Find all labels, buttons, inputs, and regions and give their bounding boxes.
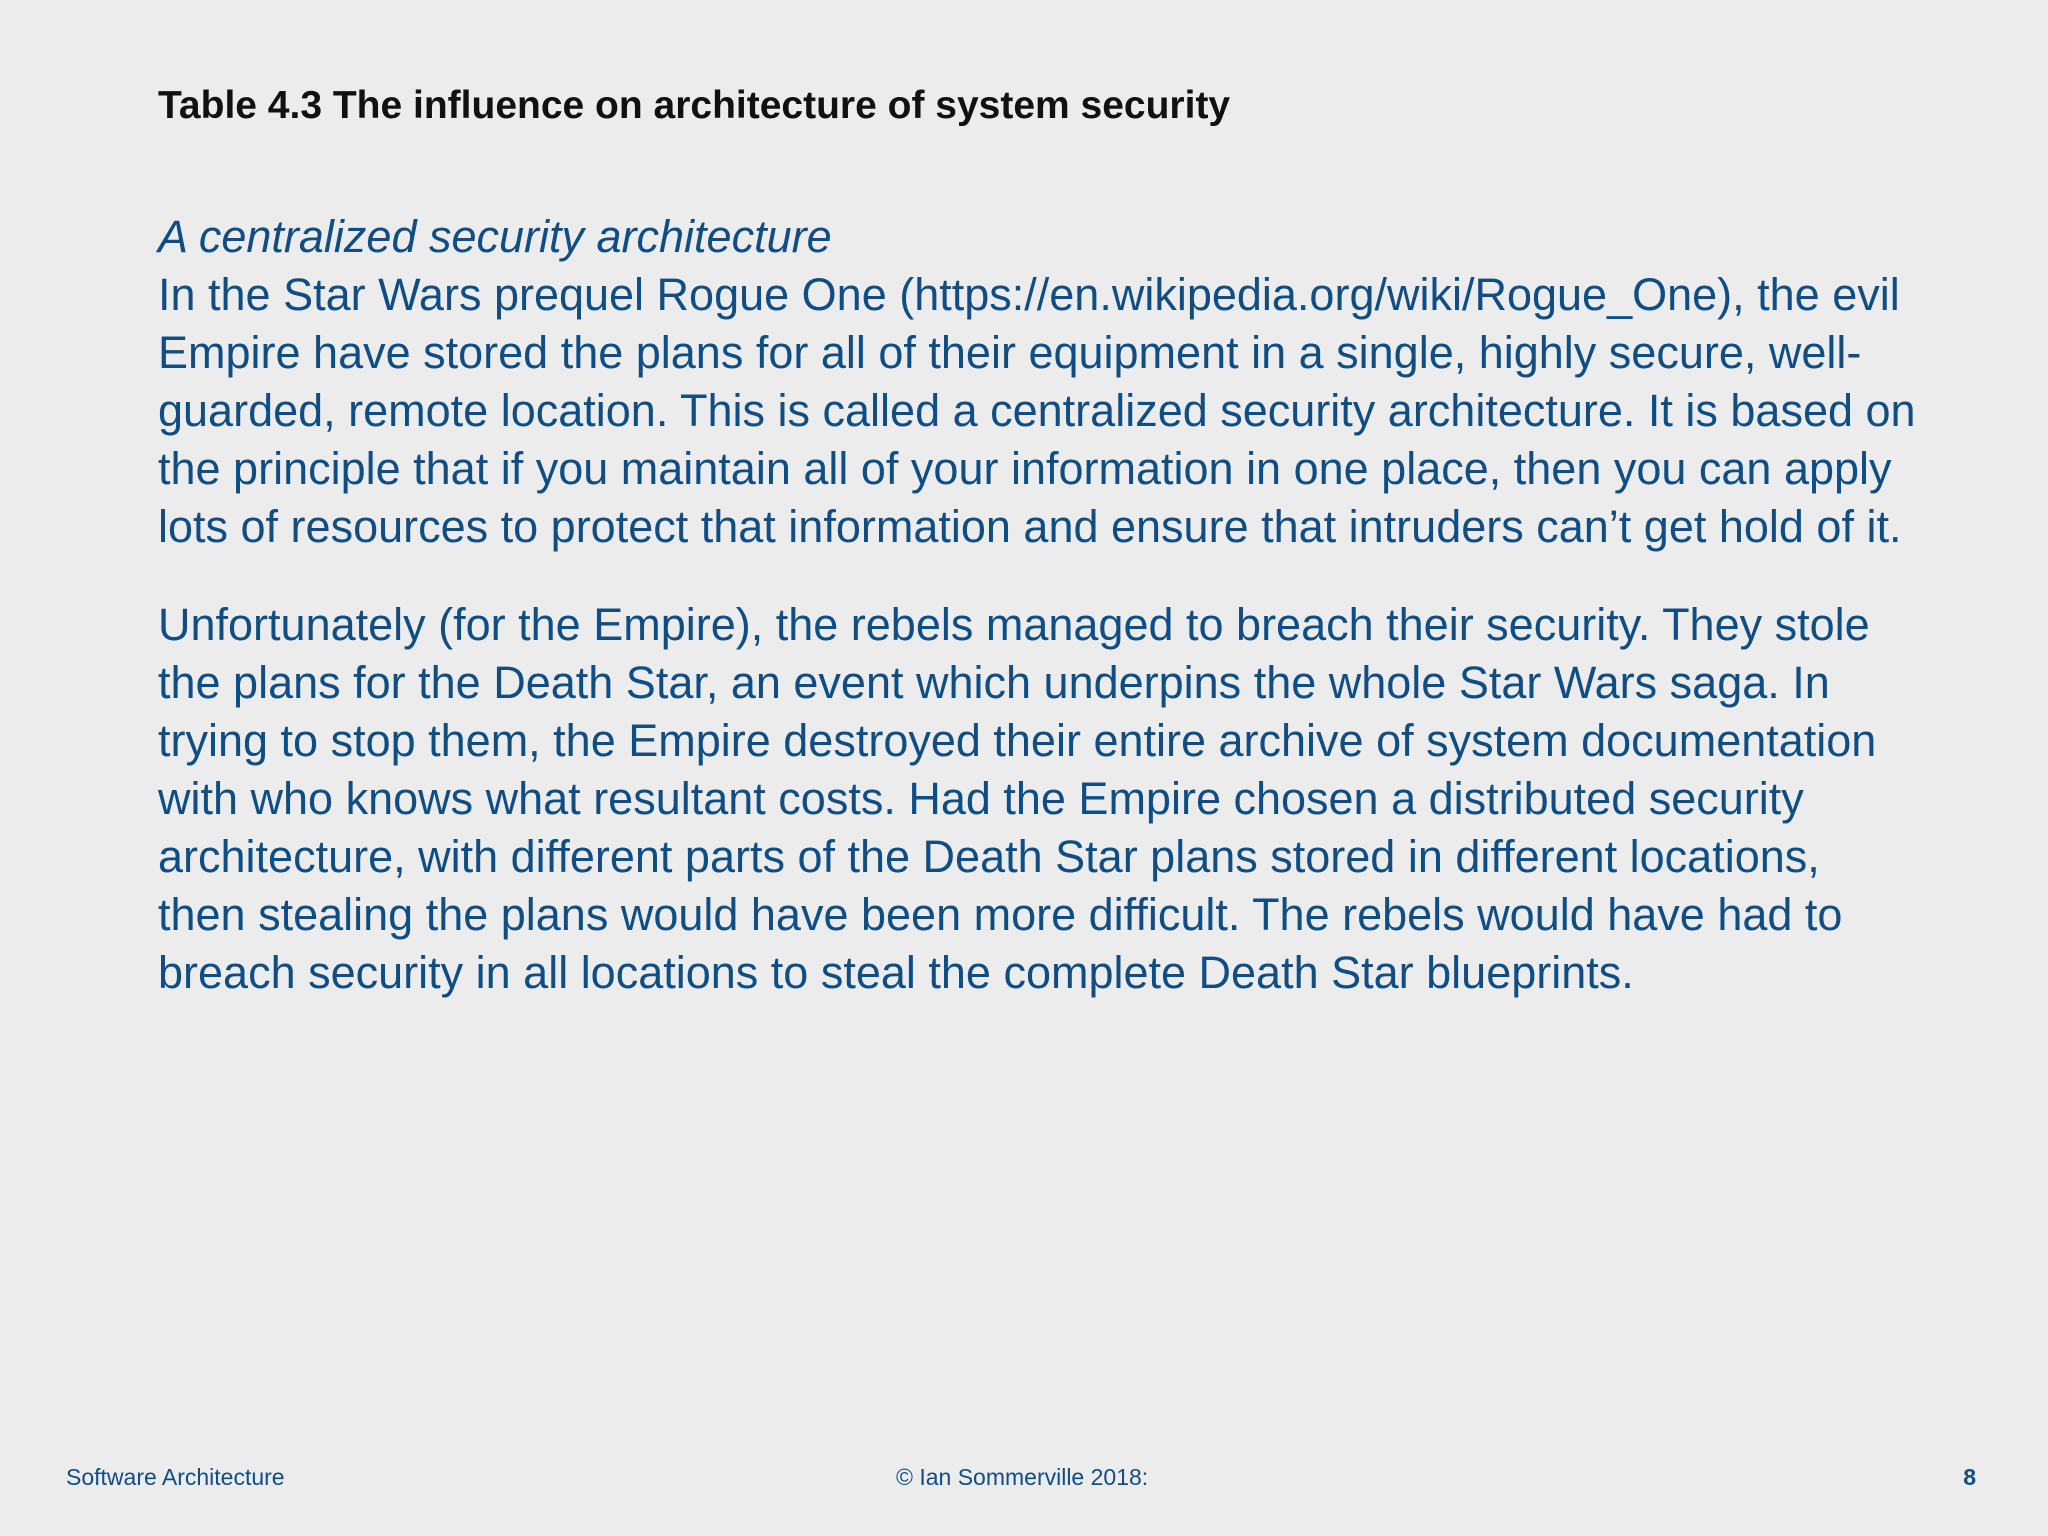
- slide-title: Table 4.3 The influence on architecture of system security: [158, 84, 1231, 127]
- footer-course-title: Software Architecture: [66, 1464, 285, 1490]
- page-number: 8: [1963, 1464, 1976, 1490]
- paragraph-2: Unfortunately (for the Empire), the rebels managed to breach their security. They stole the plans for the Death Star, an event which underpins the whole Star Wars saga. In trying to stop them, the Empire destroyed their entire archive of system documentation with who knows what resultant costs. Had the Empire chosen a distributed security architecture, with different parts of the Death Star plans stored in different locations, then stealing the plans would have been more difficult. The rebels would have had to breach security in all locations to steal the complete Death Star blueprints.: [158, 599, 1877, 998]
- section-subtitle: A centralized security architecture: [158, 211, 832, 262]
- paragraph-1: In the Star Wars prequel Rogue One (https://en.wikipedia.org/wiki/Rogue_One), the evil Empire have stored the plans for all of their equipment in a single, highly secure, well-guarded, remote location. This is called a centralized security architecture. It is based on the principle that if you maintain all of your information in one place, then you can apply lots of resources to protect that information and ensure that intruders can’t get hold of it.: [158, 269, 1916, 552]
- footer-copyright: © Ian Sommerville 2018:: [896, 1464, 1149, 1490]
- slide-content: [158, 208, 1918, 1002]
